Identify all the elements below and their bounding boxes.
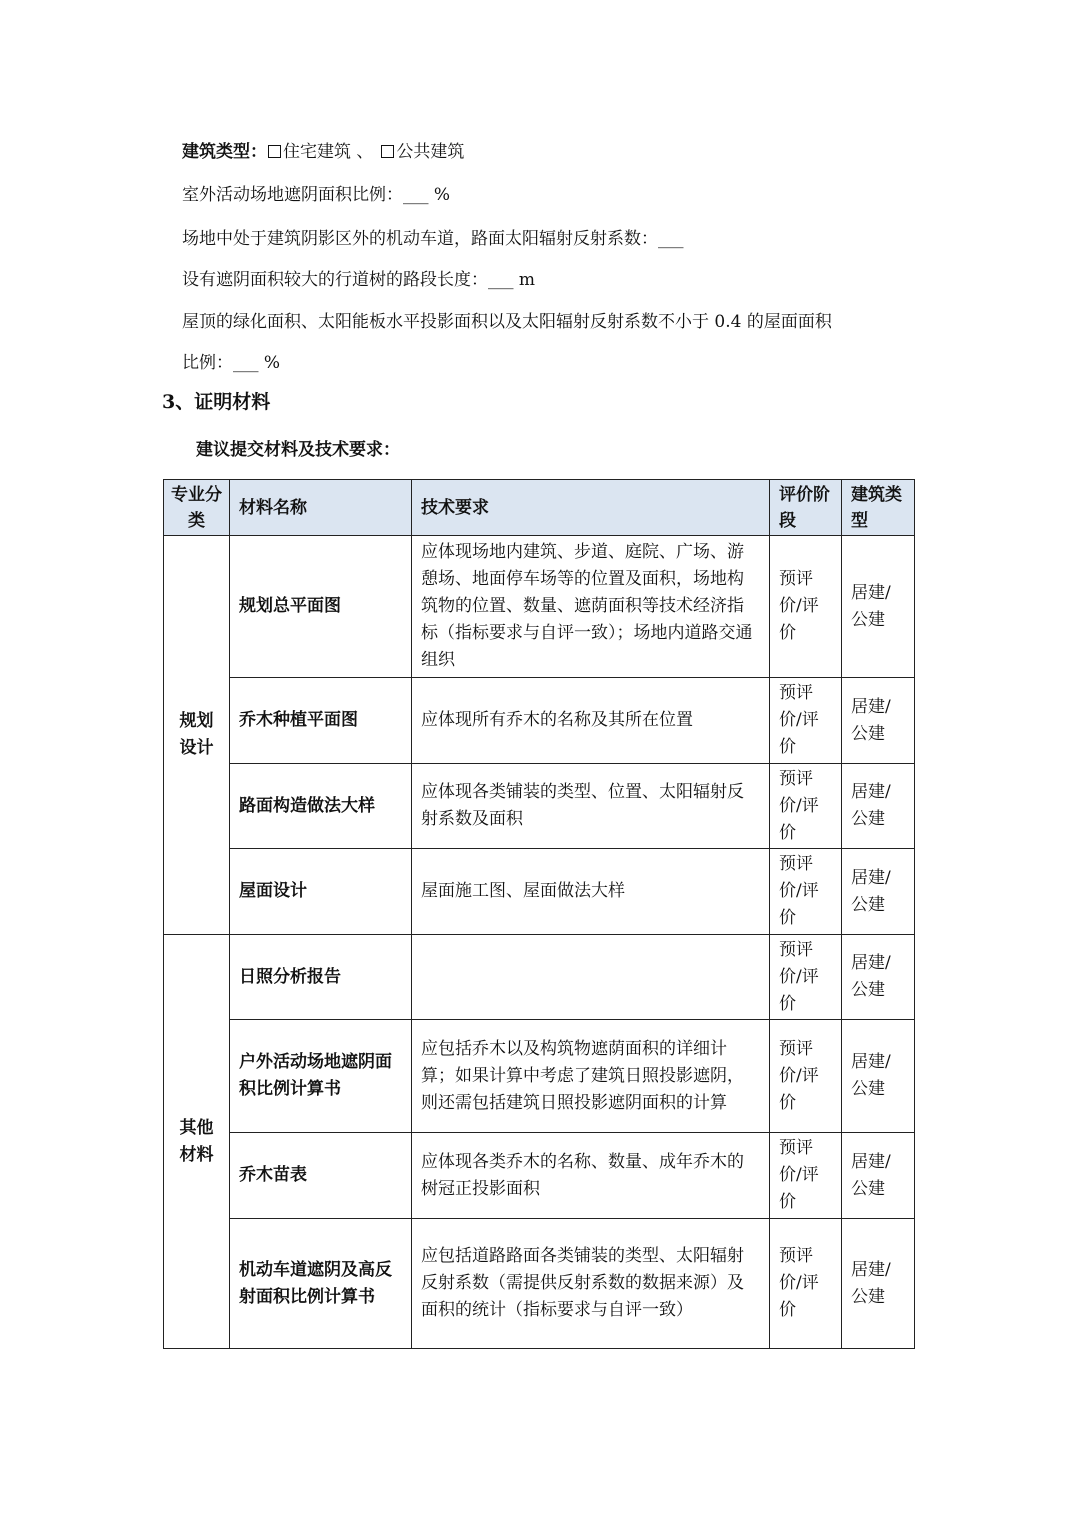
section-subtitle: 建议提交材料及技术要求： (196, 440, 400, 460)
material-name: 规划总平面图 (230, 536, 412, 678)
header-building-type: 建筑类型 (842, 480, 915, 536)
material-building-type: 居建/公建 (842, 1133, 915, 1219)
material-name: 路面构造做法大样 (230, 764, 412, 849)
road-reflect-line: 场地中处于建筑阴影区外的机动车道，路面太阳辐射反射系数：___ (182, 229, 684, 249)
material-requirement: 应体现场地内建筑、步道、庭院、广场、游憩场、地面停车场等的位置及面积，场地构筑物的位置、数量、遮荫面积等技术经济指标（指标要求与自评一致）；场地内道路交通组织 (412, 536, 770, 678)
material-stage: 预评价/评价 (770, 849, 842, 935)
material-building-type: 居建/公建 (842, 678, 915, 764)
material-building-type: 居建/公建 (842, 536, 915, 678)
material-name: 乔木种植平面图 (230, 678, 412, 764)
material-stage: 预评价/评价 (770, 678, 842, 764)
material-requirement: 应包括乔木以及构筑物遮荫面积的详细计算；如果计算中考虑了建筑日照投影遮阴，则还需包括建筑日照投影遮阴面积的计算 (412, 1020, 770, 1133)
material-stage: 预评价/评价 (770, 536, 842, 678)
material-stage: 预评价/评价 (770, 1020, 842, 1133)
header-requirement: 技术要求 (412, 480, 770, 536)
public-option-label: 公共建筑 (396, 142, 465, 162)
material-stage: 预评价/评价 (770, 935, 842, 1020)
material-building-type: 居建/公建 (842, 764, 915, 849)
material-requirement: 应体现各类乔木的名称、数量、成年乔木的树冠正投影面积 (412, 1133, 770, 1219)
header-stage: 评价阶段 (770, 480, 842, 536)
material-name: 日照分析报告 (230, 935, 412, 1020)
table-header-row (164, 480, 915, 536)
material-stage: 预评价/评价 (770, 764, 842, 849)
building-type-line (182, 140, 464, 164)
material-name: 户外活动场地遮阴面积比例计算书 (230, 1020, 412, 1133)
public-checkbox[interactable] (381, 145, 394, 158)
material-stage: 预评价/评价 (770, 1219, 842, 1349)
material-requirement: 应包括道路路面各类铺装的类型、太阳辐射反射系数（需提供反射系数的数据来源）及面积的统计（指标要求与自评一致） (412, 1219, 770, 1349)
material-requirement: 屋面施工图、屋面做法大样 (412, 849, 770, 935)
section-title: 3、证明材料 (162, 391, 271, 413)
table-row (164, 935, 915, 1020)
material-requirement: 应体现各类铺装的类型、位置、太阳辐射反射系数及面积 (412, 764, 770, 849)
building-type-label: 建筑类型： (182, 142, 267, 162)
tree-length-line: 设有遮阴面积较大的行道树的路段长度：___ m (182, 270, 536, 290)
material-requirement (412, 935, 770, 1020)
table-row (164, 1020, 915, 1133)
roof-ratio-line-1: 屋顶的绿化面积、太阳能板水平投影面积以及太阳辐射反射系数不小于 0.4 的屋面面积 (182, 312, 832, 332)
table-row (164, 1219, 915, 1349)
header-category: 专业分类 (164, 480, 230, 536)
material-name: 乔木苗表 (230, 1133, 412, 1219)
table-row (164, 764, 915, 849)
header-name: 材料名称 (230, 480, 412, 536)
table-row (164, 849, 915, 935)
material-building-type: 居建/公建 (842, 849, 915, 935)
category-cell: 其他材料 (164, 935, 230, 1349)
table-row (164, 536, 915, 678)
material-building-type: 居建/公建 (842, 1020, 915, 1133)
material-stage: 预评价/评价 (770, 1133, 842, 1219)
table-row (164, 1133, 915, 1219)
option-separator: 、 (351, 142, 374, 162)
residential-checkbox[interactable] (268, 145, 281, 158)
material-name: 机动车道遮阴及高反射面积比例计算书 (230, 1219, 412, 1349)
table-row (164, 678, 915, 764)
category-cell: 规划设计 (164, 536, 230, 935)
residential-option-label: 住宅建筑 (283, 142, 351, 162)
material-requirement: 应体现所有乔木的名称及其所在位置 (412, 678, 770, 764)
material-building-type: 居建/公建 (842, 1219, 915, 1349)
material-name: 屋面设计 (230, 849, 412, 935)
shade-ratio-line: 室外活动场地遮阴面积比例：___ % (182, 185, 451, 205)
materials-table (163, 479, 915, 1349)
material-building-type: 居建/公建 (842, 935, 915, 1020)
roof-ratio-line-2: 比例：___ % (182, 353, 281, 373)
